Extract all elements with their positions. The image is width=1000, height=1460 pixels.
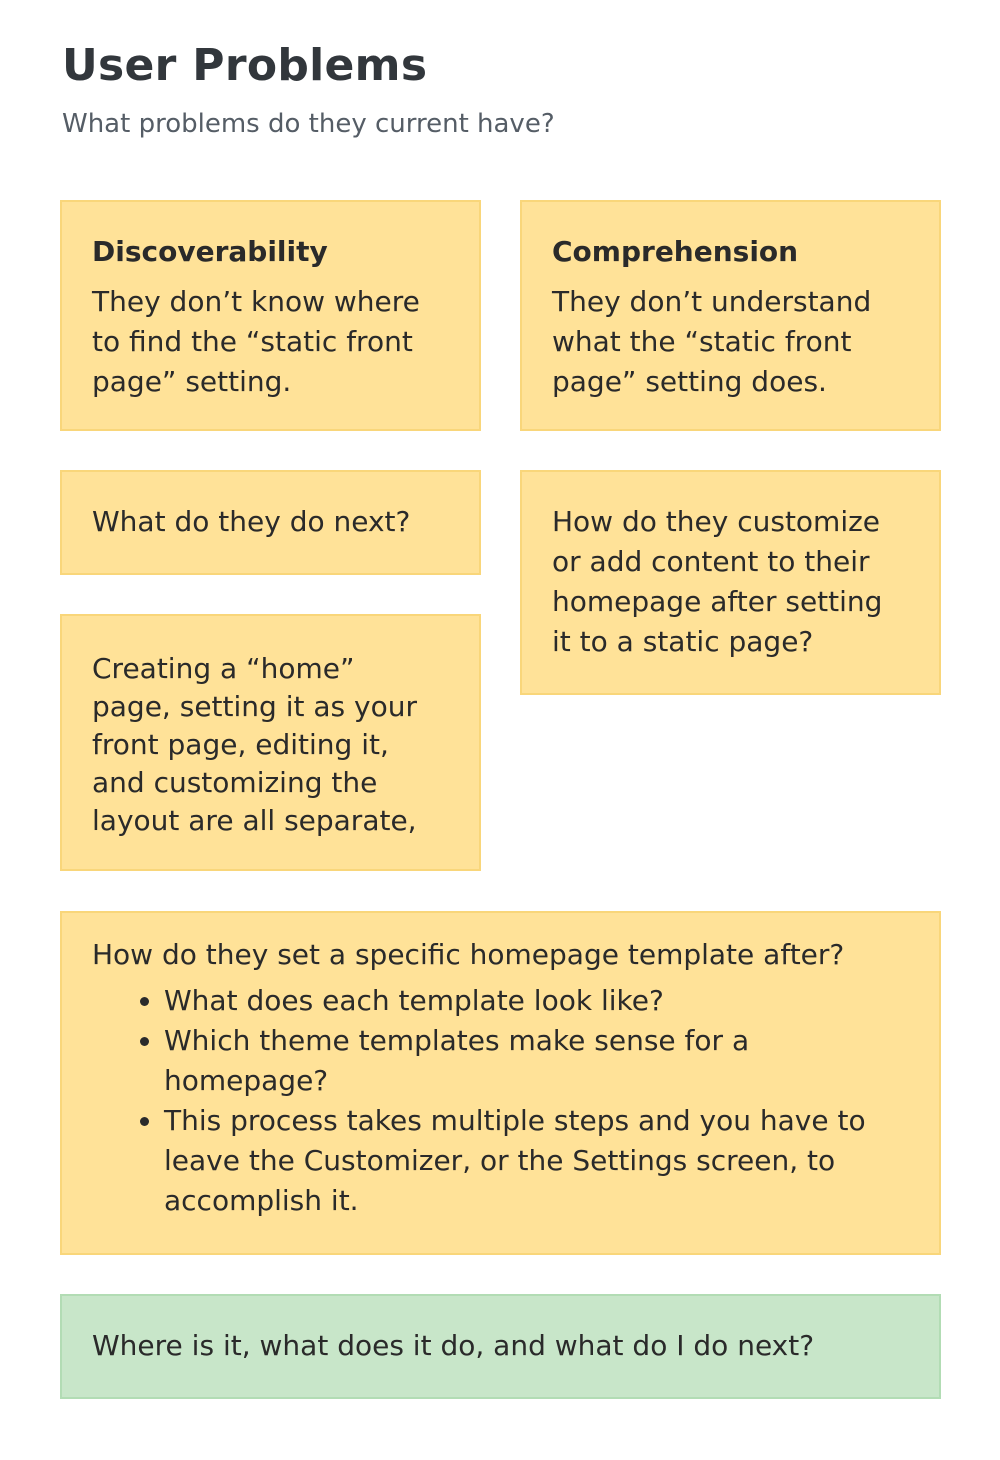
note-body: Where is it, what does it do, and what do I do next?	[92, 1329, 815, 1362]
note-body: What do they do next?	[92, 505, 411, 538]
note-comprehension	[520, 200, 941, 431]
note-body: Creating a “home” page, setting it as your front page, editing it, and customizing the layout are all separate,	[92, 652, 417, 837]
page-subtitle: What problems do they current have?	[62, 109, 555, 139]
note-body: How do they customize or add content to their homepage after setting it to a static page?	[552, 505, 883, 658]
bullet-item: • Which theme templates make sense for a homepage?	[164, 1021, 889, 1101]
page-title: User Problems	[62, 40, 428, 91]
note-body: They don’t understand what the “static front page” setting does.	[552, 285, 872, 398]
note-customize-homepage	[520, 470, 941, 695]
bullet-list	[92, 981, 889, 1221]
note-homepage-template	[60, 911, 941, 1255]
bullet-item: • What does each template look like?	[164, 981, 889, 1021]
note-next-step	[60, 470, 481, 575]
note-body: How do they set a specific homepage template after?	[92, 938, 845, 971]
note-body: They don’t know where to find the “static front page” setting.	[92, 285, 420, 398]
bullet-item: • This process takes multiple steps and you have to leave the Customizer, or the Settings screen, to accomplish it.	[164, 1101, 889, 1221]
note-title: Comprehension	[552, 235, 799, 268]
note-discoverability	[60, 200, 481, 431]
note-title: Discoverability	[92, 235, 328, 268]
note-separate-steps	[60, 614, 481, 871]
note-summary	[60, 1294, 941, 1399]
